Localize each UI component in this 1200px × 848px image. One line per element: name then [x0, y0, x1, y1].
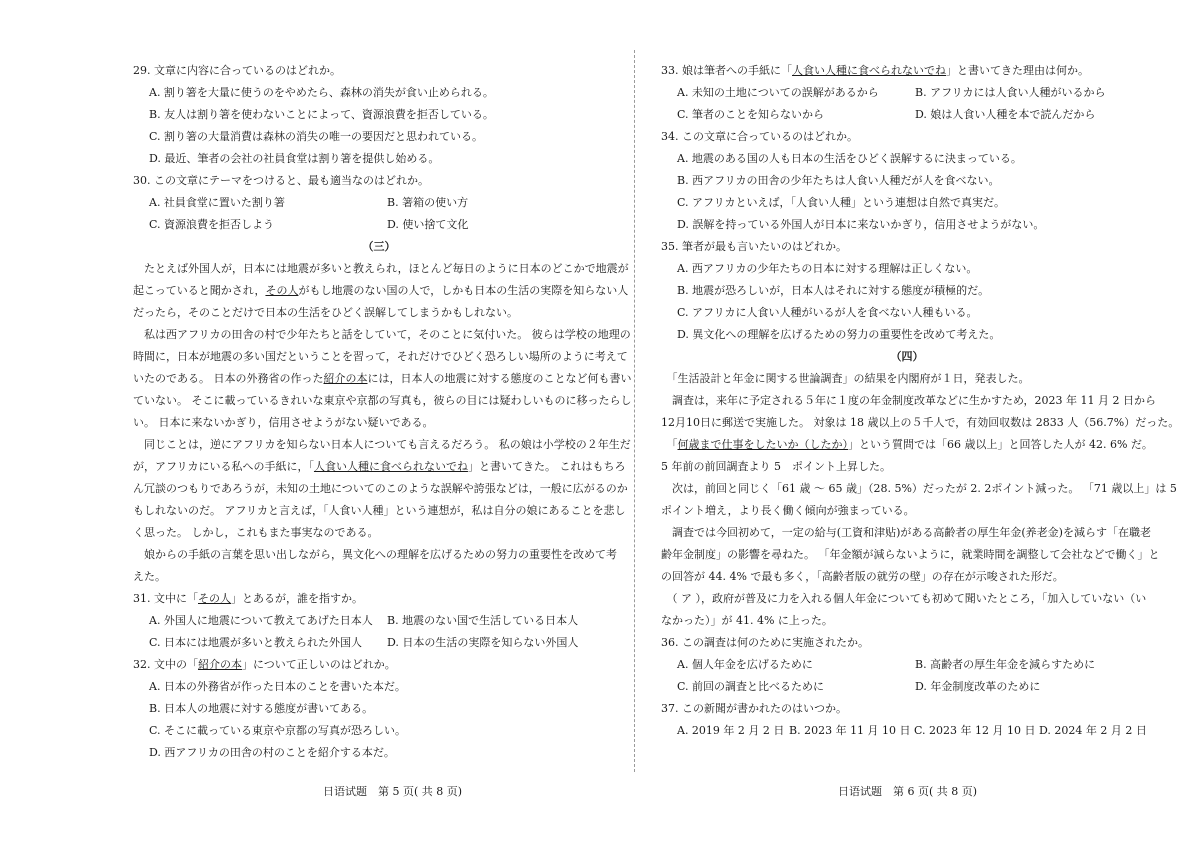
right-page [661, 60, 1180, 742]
q30-options-row-1 [133, 192, 625, 214]
passage-3-line: えた。 [133, 570, 166, 583]
column-divider [634, 50, 635, 772]
q36-option-a: A. 個人年金を広げるために [677, 658, 813, 671]
q32-option-d: D. 西アフリカの田舎の村のことを紹介する本だ。 [149, 746, 395, 759]
q29-option-a: A. 割り箸を大量に使うのをやめたら、森林の消失が食い止められる。 [149, 86, 494, 99]
passage-3-line: いたのである。 日本の外務省の作った紹介の本には，日本人の地震に対する態度のことなど何も書い [133, 372, 632, 385]
q35-option-d: D. 異文化への理解を広げるための努力の重要性を改めて考えた。 [677, 328, 1001, 341]
question-36-stem: 36. この調査は何のために実施されたか。 [661, 636, 869, 649]
question-32-stem: 32. 文中の「紹介の本」について正しいのはどれか。 [133, 658, 396, 671]
passage-4-line: 5 年前の前回調査より 5 ポイント上昇した。 [661, 460, 891, 473]
passage-4-line: 次は，前回と同じく「61 歳 ～ 65 歳」（28. 5%）だったが 2. 2ポイント減った。 「71 歳以上」は 5 [661, 482, 1177, 495]
q33-options-row-2 [661, 104, 1153, 126]
passage-3-line: が，アフリカにいる私への手紙に，「人食い人種に食べられないでね」と書いてきた。 これはもちろ [133, 460, 626, 473]
passage-4 [661, 368, 1180, 632]
question-35-stem: 35. 筆者が最も言いたいのはどれか。 [661, 240, 847, 253]
question-31-stem: 31. 文中に「その人」とあるが，誰を指すか。 [133, 592, 363, 605]
q32-option-a: A. 日本の外務省が作った日本のことを書いた本だ。 [149, 680, 406, 693]
underlined-nansai-made: 何歳まで仕事をしたいか（したか） [677, 438, 848, 451]
q37-option-a: A. 2019 年 2 月 2 日 [677, 724, 785, 737]
q34-option-c: C. アフリカといえば，「人食い人種」という連想は自然で真実だ。 [677, 196, 1005, 209]
q29-option-c: C. 割り箸の大量消費は森林の消失の唯一の要因だと思われている。 [149, 130, 484, 143]
q31-option-a: A. 外国人に地震について教えてあげた日本人 [149, 614, 373, 627]
passage-3 [133, 258, 632, 588]
passage-3-line: たとえば外国人が，日本には地震が多いと教えられ，ほとんど毎日のように日本のどこかで地震が [133, 262, 629, 275]
q33-options-row-1 [661, 82, 1153, 104]
q32-option-b: B. 日本人の地震に対する態度が書いてある。 [149, 702, 374, 715]
q36-options-row-2 [661, 676, 1153, 698]
q31-options-row-2 [133, 632, 625, 654]
passage-4-line: 12月10日に郵送で実施した。 対象は 18 歳以上の５千人で，有効回収数は 2833 人（56.7%）だった。 [661, 416, 1180, 429]
q29-option-b: B. 友人は割り箸を使わないことによって、資源浪費を拒否している。 [149, 108, 494, 121]
q31-option-d: D. 日本の生活の実際を知らない外国人 [387, 636, 579, 649]
q33-option-a: A. 未知の土地についての誤解があるから [677, 86, 879, 99]
passage-4-line: 「生活設計と年金に関する世論調査」の結果を内閣府が１日，発表した。 [661, 372, 1030, 385]
page-footer-5: 日语试题 第 5 页( 共 8 页) [323, 785, 463, 798]
passage-4-line: 齢年金制度」の影響を尋ねた。 「年金額が減らないように，就業時間を調整して会社などで働く」と [661, 548, 1160, 561]
q36-options-row-1 [661, 654, 1153, 676]
q33-underlined: 人食い人種に食べられないでね [792, 64, 946, 77]
q32-option-c: C. そこに載っている東京や京都の写真が恐ろしい。 [149, 724, 407, 737]
q34-option-d: D. 誤解を持っている外国人が日本に来ないかぎり，信用させようがない。 [677, 218, 1045, 231]
passage-3-line: もしれないのだ。 アフリカと言えば，「人食い人種」という連想が，私は自分の娘にあることを悲し [133, 504, 626, 517]
passage-4-line: （ ア ），政府が普及に力を入れる個人年金についても初めて聞いたところ，「加入していない（い [661, 592, 1147, 605]
q35-option-a: A. 西アフリカの少年たちの日本に対する理解は正しくない。 [677, 262, 978, 275]
left-page [133, 60, 632, 764]
passage-3-line: 私は西アフリカの田舎の村で少年たちと話をしていて，そのことに気付いた。 彼らは学校の地理の [133, 328, 631, 341]
q37-option-c: C. 2023 年 12 月 10 日 [914, 724, 1036, 737]
passage-4-line: 「何歳まで仕事をしたいか（したか）」という質問では「66 歳以上」と回答した人が 42. 6% だ。 [661, 438, 1153, 451]
q33-option-d: D. 娘は人食い人種を本で読んだから [915, 108, 1096, 121]
q37-options-row [661, 720, 1153, 742]
passage-3-line: 同じことは，逆にアフリカを知らない日本人についても言えるだろう。 私の娘は小学校の２年生だ [133, 438, 631, 451]
question-34-stem: 34. この文章に合っているのはどれか。 [661, 130, 858, 143]
underlined-hitokui: 人食い人種に食べられないでね [313, 460, 468, 473]
passage-4-line: なかった）」が 41. 4% に上った。 [661, 614, 833, 627]
q37-option-d: D. 2024 年 2 月 2 日 [1039, 724, 1147, 737]
q32-underlined: 紹介の本 [198, 658, 242, 671]
q29-option-d: D. 最近、筆者の会社の社員食堂は割り箸を提供し始める。 [149, 152, 440, 165]
passage-3-line: ん冗談のつもりであろうが，未知の土地についてのこのような誤解や誇張などは，一般に広がるのか [133, 482, 628, 495]
q36-option-d: D. 年金制度改革のために [915, 680, 1041, 693]
q30-option-d: D. 使い捨て文化 [387, 218, 469, 231]
passage-3-line: ていない。 そこに載っているきれいな東京や京都の写真も，彼らの目には疑わしいものに移ったらし [133, 394, 632, 407]
passage-3-line: 時間に，日本が地震の多い国だということを習って，それだけでひどく恐ろしい場所のように考えて [133, 350, 628, 363]
passage-4-line: 調査では今回初めて，一定の給与(工資和津贴)がある高齢者の厚生年金(养老金)を減らす「在職老 [661, 526, 1151, 539]
question-30-stem: 30. この文章にテーマをつけると、最も適当なのはどれか。 [133, 174, 429, 187]
section-3-heading: （三） [362, 240, 396, 253]
q30-option-c: C. 資源浪費を拒否しよう [149, 218, 275, 231]
q31-option-b: B. 地震のない国で生活している日本人 [387, 614, 579, 627]
q36-option-b: B. 高齢者の厚生年金を減らすために [915, 658, 1096, 671]
page-footer-6: 日语试题 第 6 页( 共 8 页) [838, 785, 978, 798]
passage-3-line: い。 日本に来ないかぎり，信用させようがない疑いである。 [133, 416, 434, 429]
underlined-sono-hito: その人 [265, 284, 299, 297]
q30-option-b: B. 箸箱の使い方 [387, 196, 469, 209]
q35-option-c: C. アフリカに人食い人種がいるが人を食べない人種もいる。 [677, 306, 978, 319]
question-33-stem: 33. 娘は筆者への手紙に「人食い人種に食べられないでね」と書いてきた理由は何か。 [661, 64, 1089, 77]
passage-3-line: だったら，そのことだけで日本の生活をひどく誤解してしまうかもしれない。 [133, 306, 518, 319]
q37-option-b: B. 2023 年 11 月 10 日 [789, 724, 911, 737]
q34-option-b: B. 西アフリカの田舎の少年たちは人食い人種だが人を食べない。 [677, 174, 1000, 187]
q31-underlined: その人 [198, 592, 231, 605]
section-4-heading: （四） [890, 350, 924, 363]
q36-option-c: C. 前回の調査と比べるために [677, 680, 825, 693]
q33-option-b: B. アフリカには人食い人種がいるから [915, 86, 1106, 99]
q30-option-a: A. 社員食堂に置いた割り箸 [149, 196, 285, 209]
passage-3-line: く思った。 しかし，これもまた事実なのである。 [133, 526, 379, 539]
q30-options-row-2 [133, 214, 625, 236]
passage-3-line: 起こっていると聞かされ，その人がもし地震のない国の人で，しかも日本の生活の実際を知らない人 [133, 284, 629, 297]
passage-4-line: の回答が 44. 4% で最も多く，「高齢者版の就労の壁」の存在が示唆された形だ。 [661, 570, 1064, 583]
q31-options-row-1 [133, 610, 625, 632]
underlined-shokai-no-hon: 紹介の本 [323, 372, 368, 385]
passage-4-line: ポイント増え，より長く働く傾向が強まっている。 [661, 504, 915, 517]
q31-option-c: C. 日本には地震が多いと教えられた外国人 [149, 636, 363, 649]
question-29-stem: 29. 文章に内容に合っているのはどれか。 [133, 64, 341, 77]
q33-option-c: C. 筆者のことを知らないから [677, 108, 825, 121]
passage-4-line: 調査は，来年に予定される５年に１度の年金制度改革などに生かすため，2023 年 11 月 2 日から [661, 394, 1157, 407]
passage-3-line: 娘からの手紙の言葉を思い出しながら，異文化への理解を広げるための努力の重要性を改めて考 [133, 548, 617, 561]
question-37-stem: 37. この新聞が書かれたのはいつか。 [661, 702, 847, 715]
q35-option-b: B. 地震が恐ろしいが，日本人はそれに対する態度が積極的だ。 [677, 284, 990, 297]
q34-option-a: A. 地震のある国の人も日本の生活をひどく誤解するに決まっている。 [677, 152, 1022, 165]
